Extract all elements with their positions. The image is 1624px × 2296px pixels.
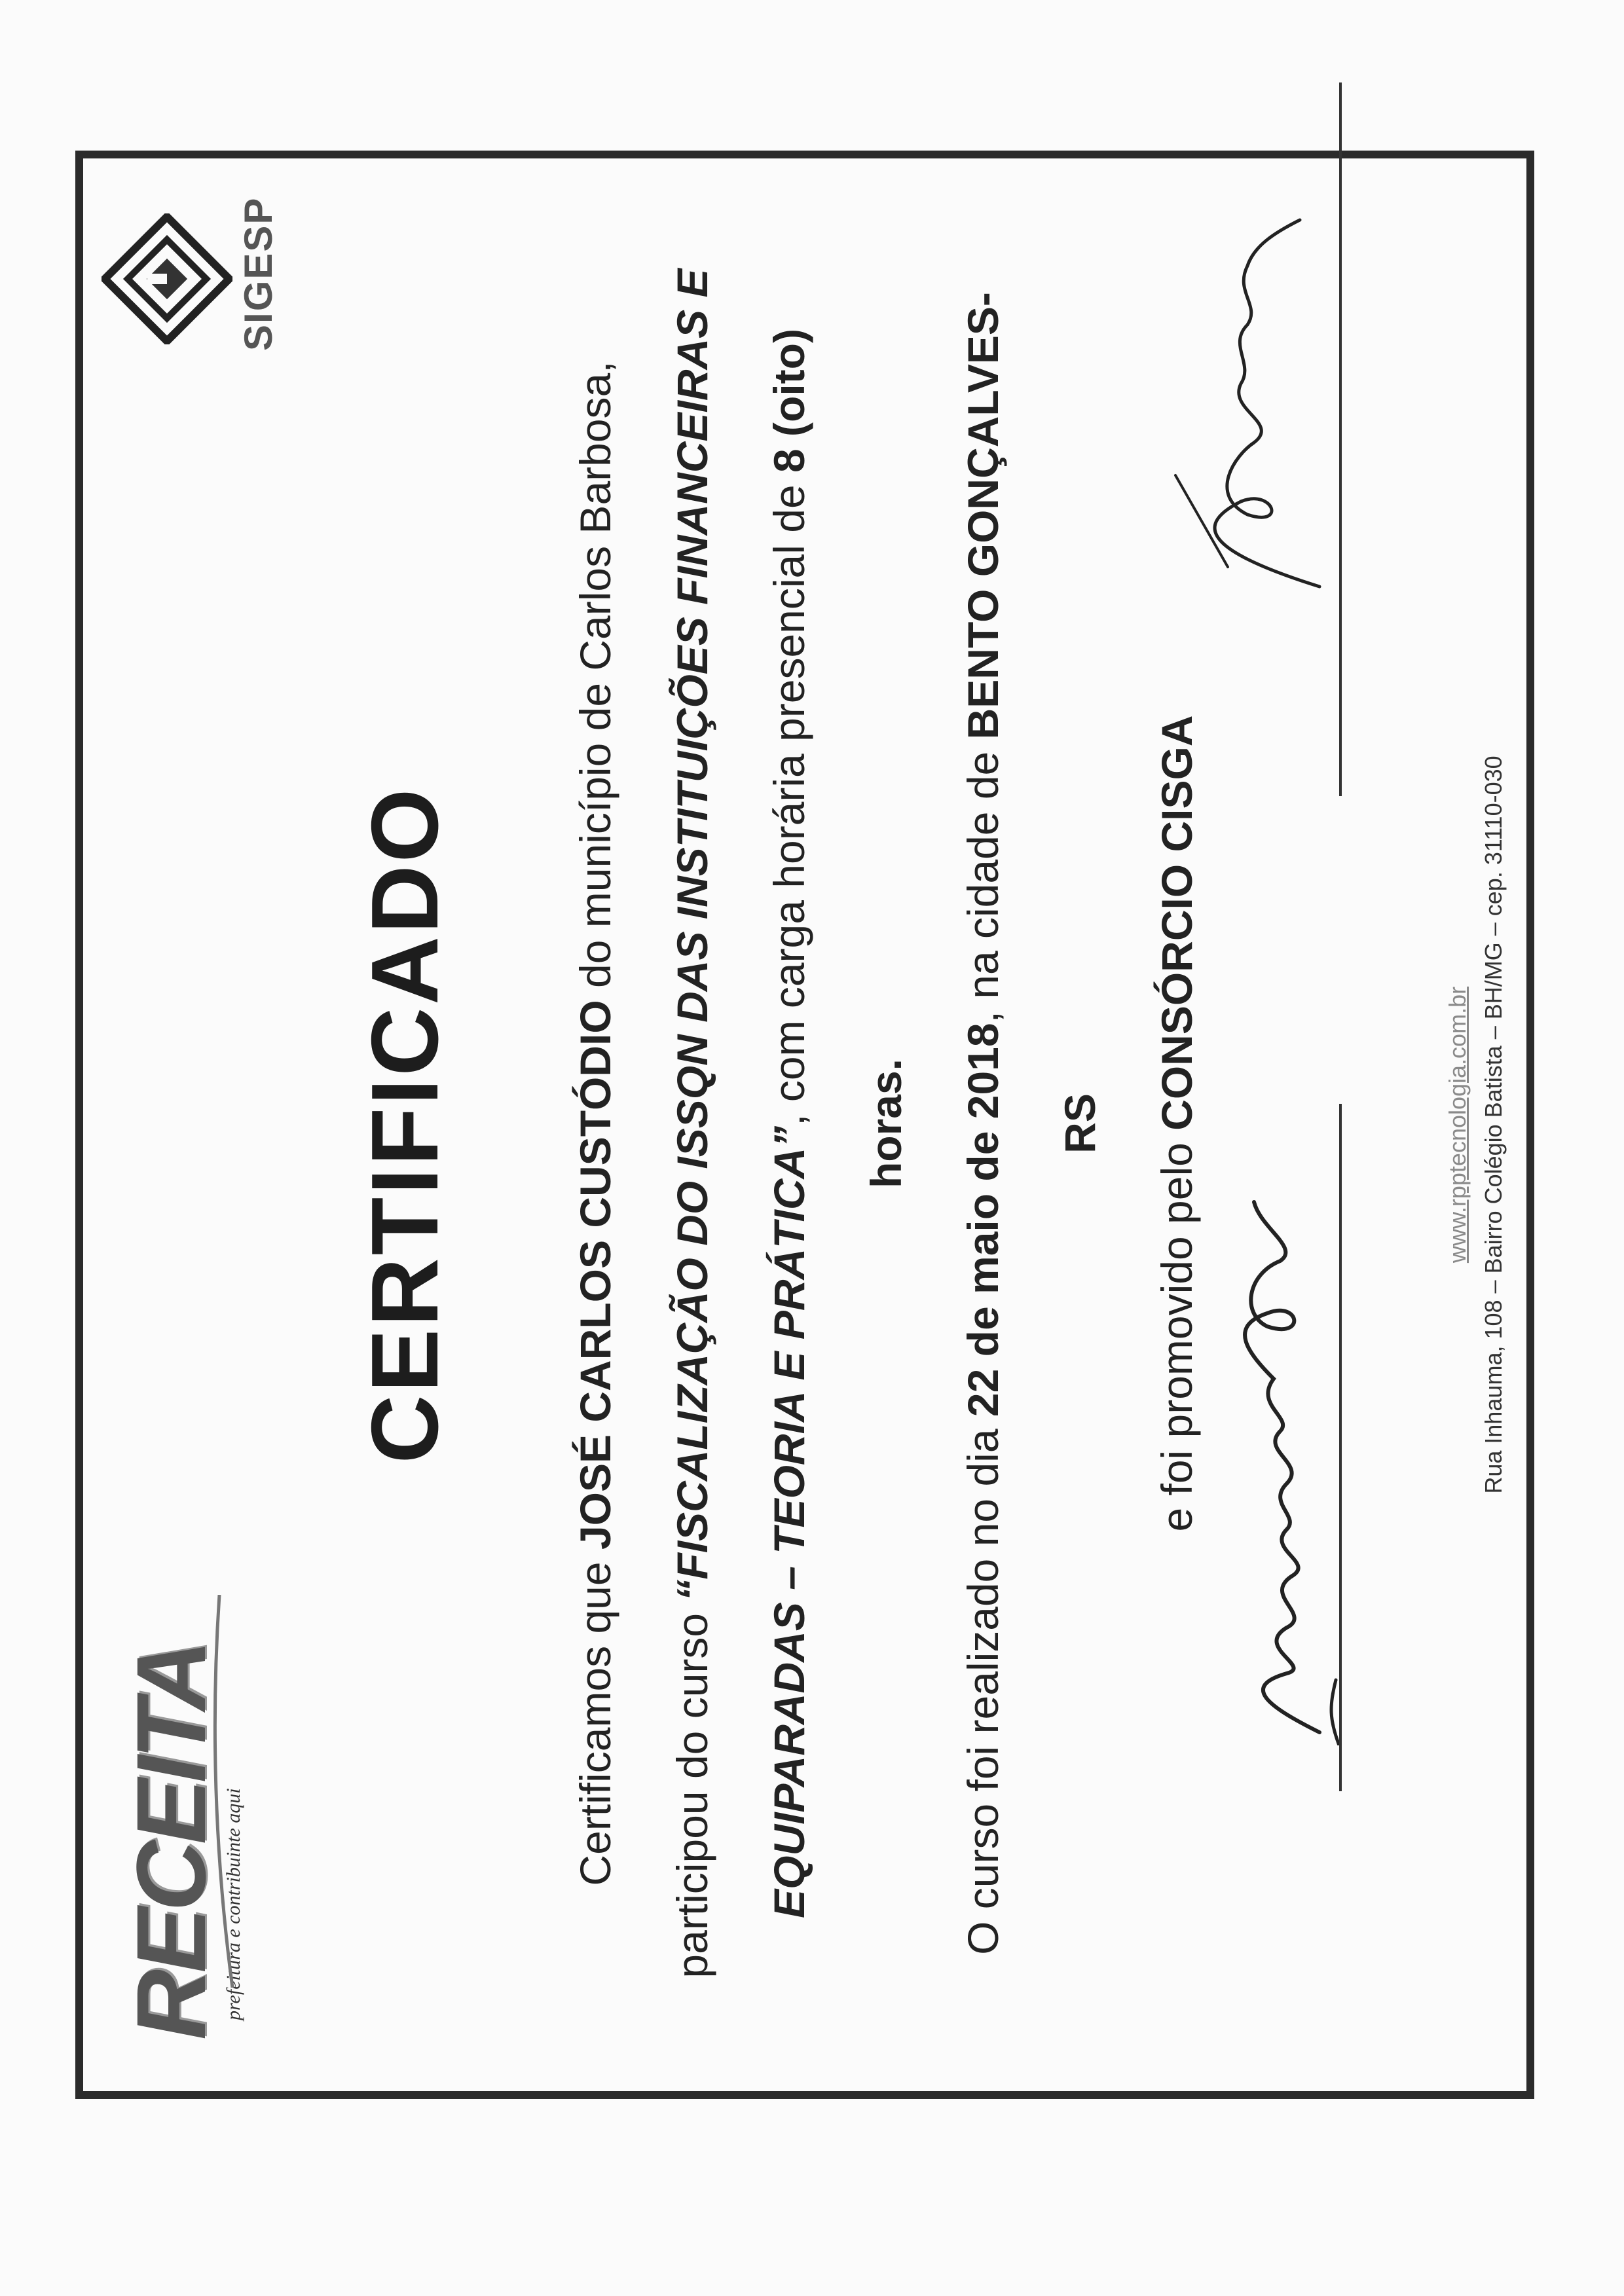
- certificate-body: [547, 266, 1225, 1981]
- city-intro: , na cidade de: [959, 751, 1007, 1023]
- sigesp-diamond-icon: [101, 213, 232, 344]
- sigesp-logo: [101, 196, 285, 410]
- course-name-part-2: EQUIPARADAS – TEORIA E PRÁTICA”: [765, 1125, 813, 1918]
- body-line-4: [838, 266, 934, 1981]
- signature-line-right: [1339, 82, 1342, 796]
- course-date: 22 de maio de 2018: [959, 1023, 1007, 1417]
- body-line-5: [934, 266, 1128, 1981]
- course-city: BENTO GONÇALVES-RS: [959, 292, 1104, 1154]
- workload-text: , com carga horária presencial de: [765, 484, 813, 1126]
- promoter-org: CONSÓRCIO CISGA: [1153, 715, 1201, 1131]
- body-line-3: [741, 266, 838, 1981]
- municipality-text: do município de Carlos Barbosa,: [571, 361, 619, 988]
- footer-website: www.rpptecnologia.com.br: [1444, 986, 1471, 1264]
- receita-brand: RECEITA: [116, 1643, 226, 2040]
- certificate-title: CERTIFICADO: [352, 786, 458, 1464]
- hours-label: horas.: [862, 1058, 910, 1189]
- signature-left: [1189, 1156, 1359, 1745]
- workload-hours: 8 (oito): [765, 329, 813, 473]
- certificate-canvas: [75, 151, 1534, 2099]
- participant-name: JOSÉ CARLOS CUSTÓDIO: [571, 1000, 619, 1550]
- sigesp-text: SIGESP: [236, 196, 280, 351]
- course-intro: participou do curso: [668, 1613, 716, 1978]
- body-line-1: [547, 266, 644, 1981]
- promoter-intro: e foi promovido pelo: [1153, 1142, 1201, 1532]
- signature-right: [1149, 213, 1359, 606]
- receita-tagline: prefeitura e contribuinte aqui: [223, 1788, 244, 2020]
- receita-swoosh-icon: [213, 1595, 239, 1988]
- date-intro: O curso foi realizado no dia: [959, 1429, 1007, 1955]
- intro-text: Certificamos que: [571, 1561, 619, 1886]
- signature-line-left: [1339, 1104, 1342, 1791]
- body-line-2: [644, 266, 741, 1981]
- course-name-part-1: “FISCALIZAÇÃO DO ISSQN DAS INSTITUIÇÕES FINANCEIRAS E: [668, 268, 716, 1601]
- footer-address: Rua Inhauma, 108 – Bairro Colégio Batista – BH/MG – cep. 31110-030: [1480, 756, 1507, 1494]
- receita-logo: [115, 1621, 265, 2040]
